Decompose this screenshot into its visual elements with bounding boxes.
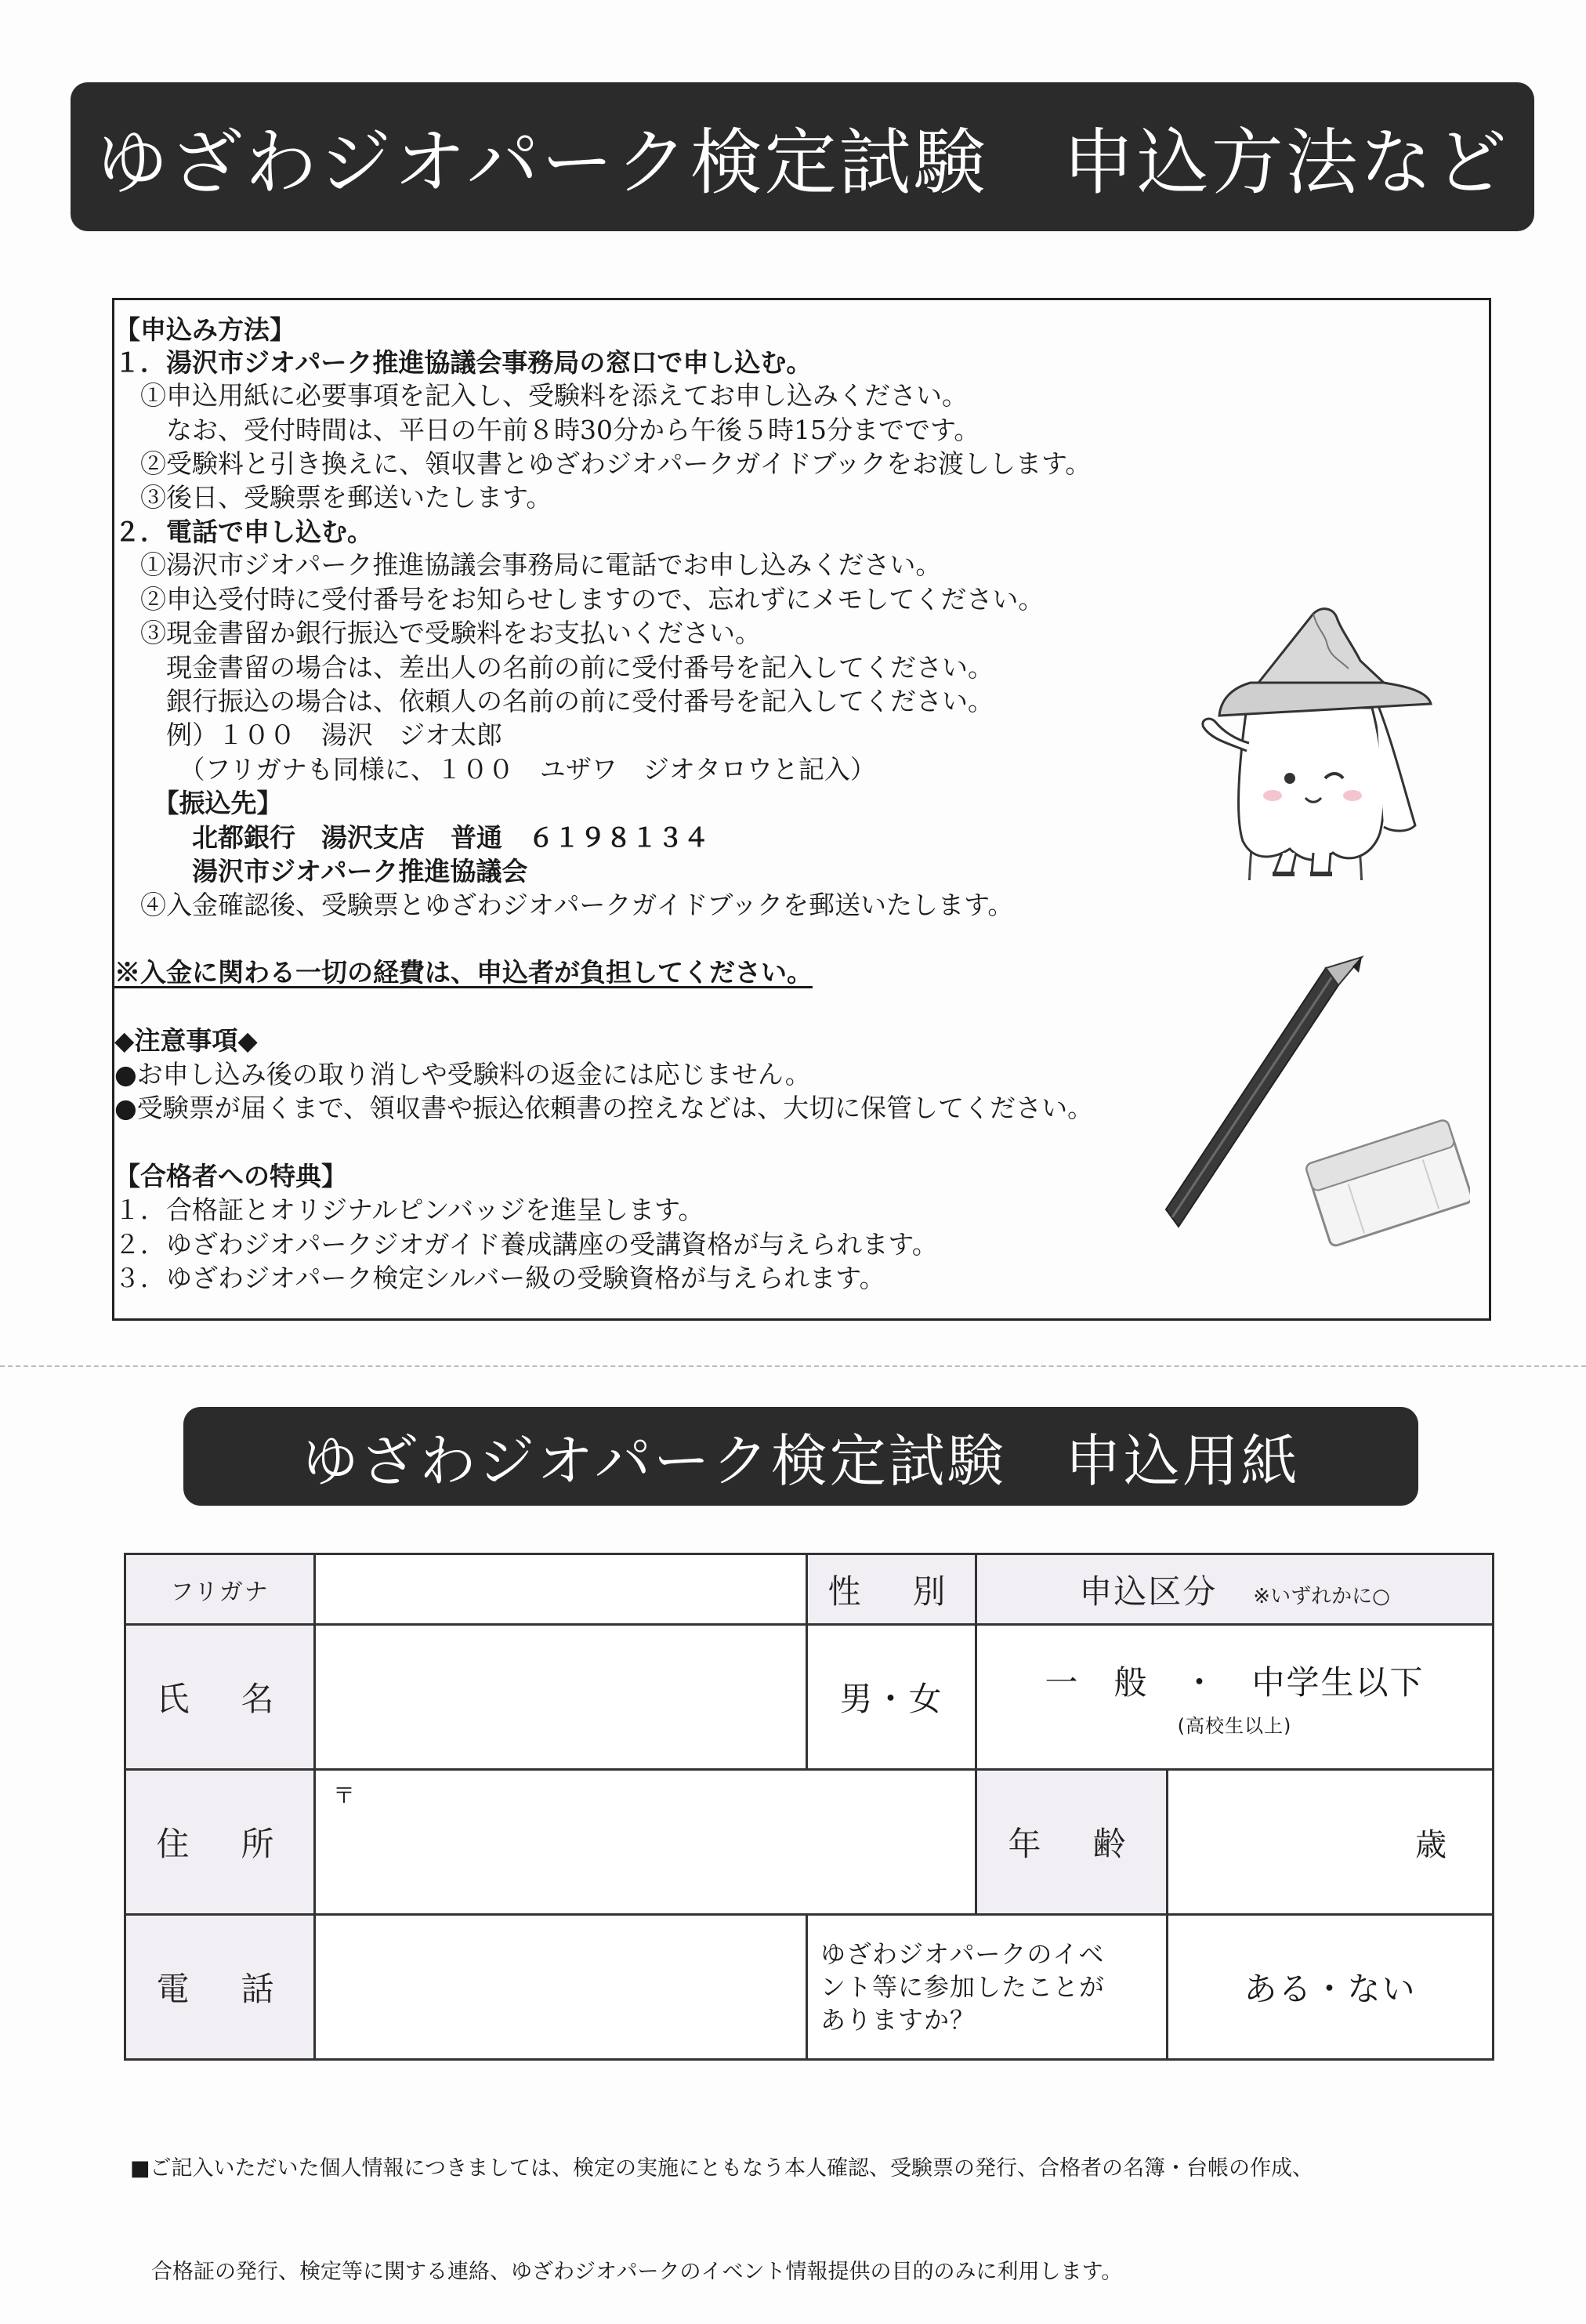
mascot-illustration [1157,582,1439,880]
example-line: 例）１００ 湯沢 ジオ太郎 [114,720,502,750]
age-label: 年 齢 [976,1770,1168,1915]
bank-account: 北都銀行 湯沢支店 普通 ６１９８１３４ [114,822,709,853]
event-question-line-2: ント等に参加したことが [820,1972,1106,2002]
phone-label: 電 話 [125,1915,315,2060]
furigana-label: フリガナ [125,1554,315,1625]
application-form [124,1553,1494,2061]
gender-label: 性 別 [807,1554,976,1625]
method-1-hours: なお、受付時間は、平日の午前８時30分から午後５時15分までです。 [114,415,980,445]
category-options-text: 一 般 ・ 中学生以下 [1045,1662,1425,1702]
event-options[interactable]: ある・ない [1168,1915,1494,2060]
section-heading-benefits: 【合格者への特典】 [114,1161,347,1191]
phone-field[interactable] [315,1915,807,2060]
privacy-line-2: 合格証の発行、検定等に関する連絡、ゆざわジオパークのイベント情報提供の目的のみに利用します。 [130,2260,1123,2284]
event-question-line-1: ゆざわジオパークのイベ [820,1939,1105,1969]
method-2-step-4: ④入金確認後、受験票とゆざわジオパークガイドブックを郵送いたします。 [114,890,1014,920]
bank-transfer-note: 銀行振込の場合は、依頼人の名前の前に受付番号を記入してください。 [114,686,994,716]
gender-options[interactable]: 男・女 [807,1625,976,1770]
event-question [807,1915,1168,2060]
cash-registered-note: 現金書留の場合は、差出人の名前の前に受付番号を記入してください。 [114,652,994,683]
age-field[interactable] [1168,1770,1494,1915]
age-unit: 歳 [1415,1826,1447,1863]
method-1-heading: １．湯沢市ジオパーク推進協議会事務局の窓口で申し込む。 [114,347,813,378]
privacy-line-1: ■ご記入いただいた個人情報につきましては、検定の実施にともなう本人確認、受験票の発行、合格者の名簿・台帳の作成、 [130,2156,1313,2181]
category-header [976,1554,1494,1625]
category-sub-note: (高校生以上) [1177,1714,1292,1737]
privacy-notice [130,2083,1509,2324]
caution-2: ●受験票が届くまで、領収書や振込依頼書の控えなどは、大切に保管してください。 [114,1093,1094,1123]
method-2-heading: ２．電話で申し込む。 [114,517,373,547]
postal-mark: 〒 [333,1782,356,1808]
address-field[interactable] [315,1770,976,1915]
account-holder: 湯沢市ジオパーク推進協議会 [114,856,528,886]
expense-notice: ※入金に関わる一切の経費は、申込者が負担してください。 [114,957,813,988]
method-2-step-2: ②申込受付時に受付番号をお知らせしますので、忘れずにメモしてください。 [114,584,1045,615]
furigana-field[interactable] [315,1554,807,1625]
form-title: ゆざわジオパーク検定試験 申込用紙 [183,1407,1418,1506]
method-1-step-3: ③後日、受験票を郵送いたします。 [114,482,552,513]
section-heading-application-method: 【申込み方法】 [114,314,295,345]
example-furigana: （フリガナも同様に、１００ ユザワ ジオタロウと記入） [114,754,876,785]
section-heading-cautions: ◆注意事項◆ [114,1025,258,1056]
application-method-box [112,298,1491,1321]
name-label: 氏 名 [125,1625,315,1770]
method-2-step-3: ③現金書留か銀行振込で受験料をお支払いください。 [114,618,761,648]
cut-line [0,1365,1586,1367]
address-label: 住 所 [125,1770,315,1915]
category-label: 申込区分 [1079,1572,1218,1611]
category-options[interactable] [976,1625,1494,1770]
name-field[interactable] [315,1625,807,1770]
method-2-step-1: ①湯沢市ジオパーク推進協議会事務局に電話でお申し込みください。 [114,549,942,580]
method-1-step-1: ①申込用紙に必要事項を記入し、受験料を添えてお申し込みください。 [114,380,968,411]
benefit-3: ３．ゆざわジオパーク検定シルバー級の受験資格が与えられます。 [114,1263,885,1293]
caution-1: ●お申し込み後の取り消しや受験料の返金には応じません。 [114,1059,811,1089]
category-note: ※いずれかに○ [1253,1584,1390,1608]
pencil-eraser-illustration [1157,951,1470,1249]
transfer-destination-heading: 【振込先】 [114,788,283,818]
benefit-2: ２．ゆざわジオパークジオガイド養成講座の受講資格が与えられます。 [114,1229,938,1260]
benefit-1: １．合格証とオリジナルピンバッジを進呈します。 [114,1195,704,1225]
method-1-step-2: ②受験料と引き換えに、領収書とゆざわジオパークガイドブックをお渡しします。 [114,448,1092,479]
event-question-line-3: ありますか？ [820,2005,976,2035]
page-title: ゆざわジオパーク検定試験 申込方法など [71,82,1534,231]
